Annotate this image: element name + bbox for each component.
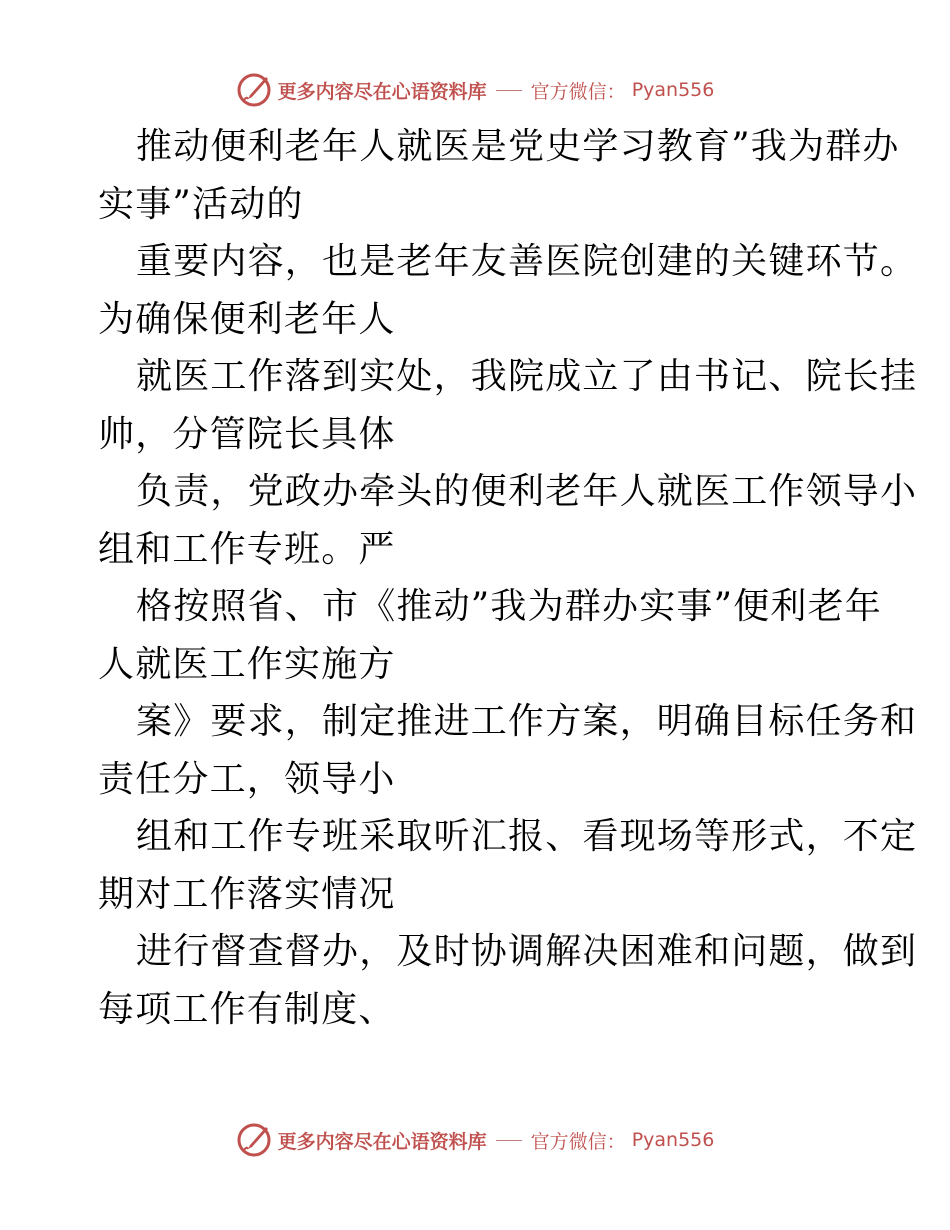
header-banner-text: 更多内容尽在心语资料库 <box>277 80 487 103</box>
body-line: 负责，党政办牵头的便利老年人就医工作领导小 <box>136 471 918 512</box>
footer-banner-dash <box>496 1140 522 1141</box>
footer-banner <box>0 1120 950 1160</box>
body-line: 组和工作专班。严 <box>98 528 396 570</box>
header-wechat-id: Pyan556 <box>631 79 715 101</box>
body-line: 人就医工作实施方 <box>98 643 396 685</box>
body-line: 格按照省、市《推动”我为群办实事”便利老年 <box>136 586 883 627</box>
body-line: 帅，分管院长具体 <box>98 413 396 455</box>
body-line: 责任分工，领导小 <box>98 758 396 800</box>
body-line: 组和工作专班采取听汇报、看现场等形式，不定 <box>136 816 918 857</box>
body-text <box>98 118 918 1038</box>
body-line: 案》要求，制定推进工作方案，明确目标任务和 <box>136 701 918 742</box>
body-line: 每项工作有制度、 <box>98 988 396 1030</box>
quill-pen-logo-icon <box>236 1122 272 1158</box>
header-banner <box>0 70 950 110</box>
body-line: 进行督查督办，及时协调解决困难和问题，做到 <box>136 931 918 972</box>
body-line: 为确保便利老年人 <box>98 298 396 340</box>
footer-wechat-id: Pyan556 <box>631 1129 715 1151</box>
body-line: 重要内容，也是老年友善医院创建的关键环节。 <box>136 241 918 282</box>
footer-wechat-label: 官方微信： <box>530 1130 626 1153</box>
body-line: 推动便利老年人就医是党史学习教育”我为群办 <box>136 126 900 167</box>
body-line: 就医工作落到实处，我院成立了由书记、院长挂 <box>136 356 918 397</box>
body-line: 期对工作落实情况 <box>98 873 396 915</box>
header-banner-dash <box>496 90 522 91</box>
footer-banner-text: 更多内容尽在心语资料库 <box>277 1130 487 1153</box>
quill-pen-logo-icon <box>236 72 272 108</box>
body-line: 实事”活动的 <box>98 183 304 225</box>
header-wechat-label: 官方微信： <box>530 80 626 103</box>
